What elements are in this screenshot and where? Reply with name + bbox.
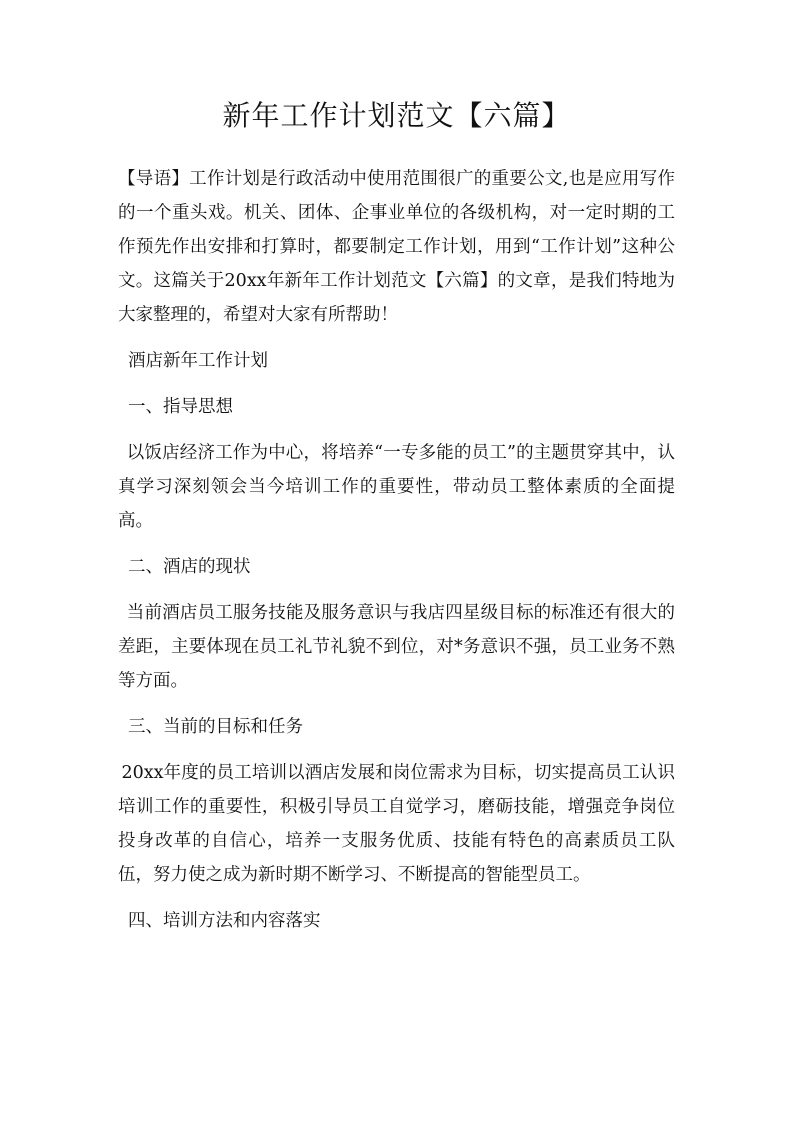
intro-paragraph: 【导语】工作计划是行政活动中使用范围很广的重要公文,也是应用写作的一个重头戏。机关、团体、企事业单位的各级机构，对一定时期的工作预先作出安排和打算时，都要制定工作计划，用到“工作计划”这种公文。这篇关于20xx年新年工作计划范文【六篇】的文章，是我们特地为大家整理的，希望对大家有所帮助！	[118, 169, 675, 325]
section-title: 酒店新年工作计划	[128, 351, 268, 371]
paragraph-guiding-ideology: 以饭店经济工作为中心，将培养“一专多能的员工”的主题贯穿其中，认真学习深刻领会当今培训工作的重要性，带动员工整体素质的全面提高。	[118, 443, 675, 531]
heading-guiding-ideology: 一、指导思想	[128, 397, 233, 417]
heading-training-methods: 四、培训方法和内容落实	[128, 911, 321, 931]
paragraph-goals-tasks: 20xx年度的员工培训以酒店发展和岗位需求为目标，切实提高员工认识培训工作的重要性，积极引导员工自觉学习，磨砺技能，增强竞争岗位投身改革的自信心，培养一支服务优质、技能有特色的高素质员工队伍，努力使之成为新时期不断学习、不断提高的智能型员工。	[118, 763, 675, 885]
paragraph-hotel-status: 当前酒店员工服务技能及服务意识与我店四星级目标的标准还有很大的差距，主要体现在员工礼节礼貌不到位，对*务意识不强，员工业务不熟等方面。	[118, 603, 675, 691]
heading-hotel-status: 二、酒店的现状	[128, 557, 251, 577]
document-title: 新年工作计划范文【六篇】	[222, 99, 571, 132]
heading-goals-tasks: 三、当前的目标和任务	[128, 717, 303, 737]
